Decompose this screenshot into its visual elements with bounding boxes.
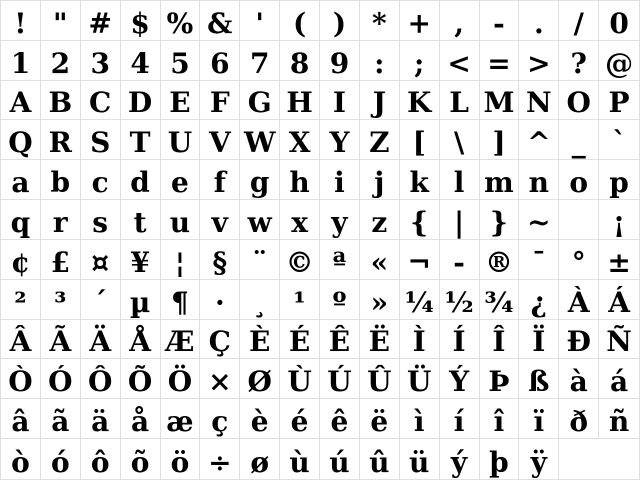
char-cell[interactable]: J bbox=[360, 81, 400, 121]
char-cell[interactable]: 3 bbox=[81, 41, 121, 81]
char-cell[interactable]: } bbox=[480, 200, 520, 240]
char-cell[interactable]: £ bbox=[41, 240, 81, 280]
char-cell[interactable]: a bbox=[1, 160, 41, 200]
char-cell[interactable]: È bbox=[240, 320, 280, 360]
char-cell[interactable]: o bbox=[559, 160, 599, 200]
char-cell[interactable]: æ bbox=[161, 399, 201, 439]
char-cell[interactable]: 2 bbox=[41, 41, 81, 81]
char-cell[interactable]: ï bbox=[519, 399, 559, 439]
char-cell[interactable]: ~ bbox=[519, 200, 559, 240]
char-cell[interactable]: ó bbox=[41, 439, 81, 479]
char-cell[interactable]: \ bbox=[440, 120, 480, 160]
char-cell[interactable]: ? bbox=[559, 41, 599, 81]
char-cell[interactable]: b bbox=[41, 160, 81, 200]
char-cell[interactable]: s bbox=[81, 200, 121, 240]
char-cell[interactable]: 7 bbox=[240, 41, 280, 81]
char-cell[interactable]: k bbox=[400, 160, 440, 200]
char-cell[interactable]: ã bbox=[41, 399, 81, 439]
char-cell[interactable]: ¢ bbox=[1, 240, 41, 280]
char-cell[interactable]: ° bbox=[559, 240, 599, 280]
char-cell[interactable]: þ bbox=[480, 439, 520, 479]
char-cell[interactable]: ê bbox=[320, 399, 360, 439]
char-cell[interactable]: â bbox=[1, 399, 41, 439]
char-cell[interactable]: Þ bbox=[480, 359, 520, 399]
char-cell[interactable]: ' bbox=[240, 1, 280, 41]
char-cell[interactable]: ö bbox=[161, 439, 201, 479]
char-cell[interactable]: ÷ bbox=[200, 439, 240, 479]
char-cell[interactable]: 6 bbox=[200, 41, 240, 81]
char-cell[interactable]: S bbox=[81, 120, 121, 160]
char-cell[interactable]: ; bbox=[400, 41, 440, 81]
char-cell[interactable]: ® bbox=[480, 240, 520, 280]
char-cell[interactable]: 8 bbox=[280, 41, 320, 81]
char-cell[interactable]: ¶ bbox=[161, 280, 201, 320]
char-cell[interactable]: Î bbox=[480, 320, 520, 360]
char-cell[interactable]: v bbox=[200, 200, 240, 240]
char-cell[interactable]: ª bbox=[320, 240, 360, 280]
char-cell[interactable]: Í bbox=[440, 320, 480, 360]
char-cell[interactable]: © bbox=[280, 240, 320, 280]
char-cell[interactable]: Ú bbox=[320, 359, 360, 399]
char-cell[interactable]: á bbox=[599, 359, 639, 399]
char-cell[interactable]: { bbox=[400, 200, 440, 240]
char-cell[interactable]: Ã bbox=[41, 320, 81, 360]
char-cell[interactable]: 0 bbox=[599, 1, 639, 41]
char-cell[interactable]: " bbox=[41, 1, 81, 41]
char-cell[interactable]: n bbox=[519, 160, 559, 200]
char-cell[interactable]: O bbox=[559, 81, 599, 121]
char-cell[interactable]: - bbox=[440, 240, 480, 280]
char-cell[interactable]: ¸ bbox=[240, 280, 280, 320]
char-cell[interactable]: ( bbox=[280, 1, 320, 41]
char-cell[interactable]: l bbox=[440, 160, 480, 200]
char-cell[interactable]: ü bbox=[400, 439, 440, 479]
char-cell[interactable]: p bbox=[599, 160, 639, 200]
char-cell[interactable]: ` bbox=[599, 120, 639, 160]
char-cell[interactable]: » bbox=[360, 280, 400, 320]
char-cell[interactable]: K bbox=[400, 81, 440, 121]
char-cell[interactable]: $ bbox=[121, 1, 161, 41]
char-cell[interactable]: C bbox=[81, 81, 121, 121]
char-cell[interactable]: q bbox=[1, 200, 41, 240]
char-cell[interactable]: _ bbox=[559, 120, 599, 160]
char-cell[interactable]: + bbox=[400, 1, 440, 41]
char-cell[interactable] bbox=[559, 200, 599, 240]
char-cell[interactable]: ð bbox=[559, 399, 599, 439]
char-cell[interactable]: ¾ bbox=[480, 280, 520, 320]
char-cell[interactable]: º bbox=[320, 280, 360, 320]
char-cell[interactable]: x bbox=[280, 200, 320, 240]
char-cell[interactable]: w bbox=[240, 200, 280, 240]
char-cell[interactable]: U bbox=[161, 120, 201, 160]
char-cell[interactable]: W bbox=[240, 120, 280, 160]
char-cell[interactable]: û bbox=[360, 439, 400, 479]
char-cell[interactable]: ¦ bbox=[161, 240, 201, 280]
char-cell[interactable]: 4 bbox=[121, 41, 161, 81]
char-cell[interactable]: Æ bbox=[161, 320, 201, 360]
char-cell[interactable]: ) bbox=[320, 1, 360, 41]
char-cell[interactable]: ñ bbox=[599, 399, 639, 439]
char-cell[interactable]: G bbox=[240, 81, 280, 121]
char-cell[interactable]: Ë bbox=[360, 320, 400, 360]
char-cell[interactable]: Ä bbox=[81, 320, 121, 360]
char-cell[interactable]: Ô bbox=[81, 359, 121, 399]
char-cell[interactable]: Z bbox=[360, 120, 400, 160]
char-cell[interactable]: í bbox=[440, 399, 480, 439]
char-cell[interactable]: - bbox=[480, 1, 520, 41]
char-cell[interactable]: u bbox=[161, 200, 201, 240]
char-cell[interactable]: × bbox=[200, 359, 240, 399]
char-cell[interactable]: * bbox=[360, 1, 400, 41]
char-cell[interactable]: ¿ bbox=[519, 280, 559, 320]
char-cell[interactable]: ø bbox=[240, 439, 280, 479]
char-cell[interactable]: Ï bbox=[519, 320, 559, 360]
char-cell[interactable]: ú bbox=[320, 439, 360, 479]
char-cell[interactable]: ¬ bbox=[400, 240, 440, 280]
char-cell[interactable]: B bbox=[41, 81, 81, 121]
char-cell[interactable]: d bbox=[121, 160, 161, 200]
char-cell[interactable]: î bbox=[480, 399, 520, 439]
char-cell[interactable]: f bbox=[200, 160, 240, 200]
char-cell[interactable]: ç bbox=[200, 399, 240, 439]
char-cell[interactable]: m bbox=[480, 160, 520, 200]
char-cell[interactable]: M bbox=[480, 81, 520, 121]
char-cell[interactable]: = bbox=[480, 41, 520, 81]
char-cell[interactable]: h bbox=[280, 160, 320, 200]
char-cell[interactable]: ´ bbox=[81, 280, 121, 320]
char-cell[interactable]: Ð bbox=[559, 320, 599, 360]
char-cell[interactable]: [ bbox=[400, 120, 440, 160]
char-cell[interactable]: ë bbox=[360, 399, 400, 439]
char-cell[interactable]: , bbox=[440, 1, 480, 41]
char-cell[interactable]: ½ bbox=[440, 280, 480, 320]
char-cell[interactable]: ¤ bbox=[81, 240, 121, 280]
char-cell[interactable]: Ü bbox=[400, 359, 440, 399]
char-cell[interactable]: à bbox=[559, 359, 599, 399]
char-cell[interactable]: ² bbox=[1, 280, 41, 320]
char-cell[interactable]: ^ bbox=[519, 120, 559, 160]
char-cell[interactable]: Ç bbox=[200, 320, 240, 360]
char-cell[interactable]: É bbox=[280, 320, 320, 360]
char-cell[interactable]: Ù bbox=[280, 359, 320, 399]
char-cell[interactable]: E bbox=[161, 81, 201, 121]
char-cell[interactable]: õ bbox=[121, 439, 161, 479]
char-cell[interactable]: Â bbox=[1, 320, 41, 360]
char-cell[interactable]: Á bbox=[599, 280, 639, 320]
char-cell[interactable]: è bbox=[240, 399, 280, 439]
char-cell[interactable]: < bbox=[440, 41, 480, 81]
char-cell[interactable]: ¹ bbox=[280, 280, 320, 320]
char-cell[interactable]: 9 bbox=[320, 41, 360, 81]
char-cell[interactable]: Ý bbox=[440, 359, 480, 399]
char-cell[interactable]: ³ bbox=[41, 280, 81, 320]
char-cell[interactable]: À bbox=[559, 280, 599, 320]
char-cell[interactable]: Y bbox=[320, 120, 360, 160]
char-cell[interactable]: r bbox=[41, 200, 81, 240]
char-cell[interactable]: é bbox=[280, 399, 320, 439]
char-cell[interactable]: X bbox=[280, 120, 320, 160]
char-cell[interactable]: ý bbox=[440, 439, 480, 479]
char-cell[interactable]: å bbox=[121, 399, 161, 439]
char-cell[interactable]: ß bbox=[519, 359, 559, 399]
char-cell[interactable]: L bbox=[440, 81, 480, 121]
char-cell[interactable]: ¨ bbox=[240, 240, 280, 280]
char-cell[interactable]: Û bbox=[360, 359, 400, 399]
char-cell[interactable]: « bbox=[360, 240, 400, 280]
char-cell[interactable]: ì bbox=[400, 399, 440, 439]
char-cell[interactable]: ù bbox=[280, 439, 320, 479]
char-cell[interactable]: N bbox=[519, 81, 559, 121]
char-cell[interactable]: Ì bbox=[400, 320, 440, 360]
char-cell[interactable]: i bbox=[320, 160, 360, 200]
char-cell[interactable]: Å bbox=[121, 320, 161, 360]
char-cell[interactable]: H bbox=[280, 81, 320, 121]
char-cell[interactable]: R bbox=[41, 120, 81, 160]
char-cell[interactable]: Ø bbox=[240, 359, 280, 399]
char-cell[interactable]: j bbox=[360, 160, 400, 200]
char-cell[interactable]: ¥ bbox=[121, 240, 161, 280]
char-cell[interactable]: y bbox=[320, 200, 360, 240]
char-cell[interactable]: ¡ bbox=[599, 200, 639, 240]
char-cell[interactable]: : bbox=[360, 41, 400, 81]
char-cell[interactable]: ò bbox=[1, 439, 41, 479]
char-cell[interactable]: Ê bbox=[320, 320, 360, 360]
char-cell[interactable]: ] bbox=[480, 120, 520, 160]
char-cell[interactable]: @ bbox=[599, 41, 639, 81]
char-cell[interactable]: ä bbox=[81, 399, 121, 439]
char-cell[interactable]: I bbox=[320, 81, 360, 121]
char-cell[interactable]: Ò bbox=[1, 359, 41, 399]
char-cell[interactable]: V bbox=[200, 120, 240, 160]
char-cell[interactable]: 1 bbox=[1, 41, 41, 81]
char-cell[interactable]: Q bbox=[1, 120, 41, 160]
char-cell[interactable]: ô bbox=[81, 439, 121, 479]
char-cell[interactable]: ¯ bbox=[519, 240, 559, 280]
char-cell[interactable]: A bbox=[1, 81, 41, 121]
char-cell[interactable]: Ó bbox=[41, 359, 81, 399]
char-cell[interactable]: & bbox=[200, 1, 240, 41]
char-cell[interactable]: F bbox=[200, 81, 240, 121]
char-cell[interactable]: | bbox=[440, 200, 480, 240]
char-cell[interactable]: 5 bbox=[161, 41, 201, 81]
char-cell[interactable]: ± bbox=[599, 240, 639, 280]
char-cell[interactable]: ÿ bbox=[519, 439, 559, 479]
char-cell[interactable]: t bbox=[121, 200, 161, 240]
char-cell[interactable]: g bbox=[240, 160, 280, 200]
char-cell[interactable]: ! bbox=[1, 1, 41, 41]
char-cell[interactable]: Õ bbox=[121, 359, 161, 399]
char-cell[interactable]: · bbox=[200, 280, 240, 320]
char-cell[interactable]: z bbox=[360, 200, 400, 240]
char-cell[interactable]: # bbox=[81, 1, 121, 41]
char-cell[interactable]: Ö bbox=[161, 359, 201, 399]
char-cell[interactable]: c bbox=[81, 160, 121, 200]
char-cell[interactable]: § bbox=[200, 240, 240, 280]
char-cell[interactable]: > bbox=[519, 41, 559, 81]
char-cell[interactable]: D bbox=[121, 81, 161, 121]
empty-cells bbox=[559, 439, 639, 479]
char-cell[interactable]: P bbox=[599, 81, 639, 121]
char-cell[interactable]: T bbox=[121, 120, 161, 160]
char-cell[interactable]: ¼ bbox=[400, 280, 440, 320]
char-cell[interactable]: e bbox=[161, 160, 201, 200]
char-cell[interactable]: Ñ bbox=[599, 320, 639, 360]
char-cell[interactable]: µ bbox=[121, 280, 161, 320]
char-cell[interactable]: % bbox=[161, 1, 201, 41]
char-cell[interactable]: / bbox=[559, 1, 599, 41]
char-cell[interactable]: . bbox=[519, 1, 559, 41]
